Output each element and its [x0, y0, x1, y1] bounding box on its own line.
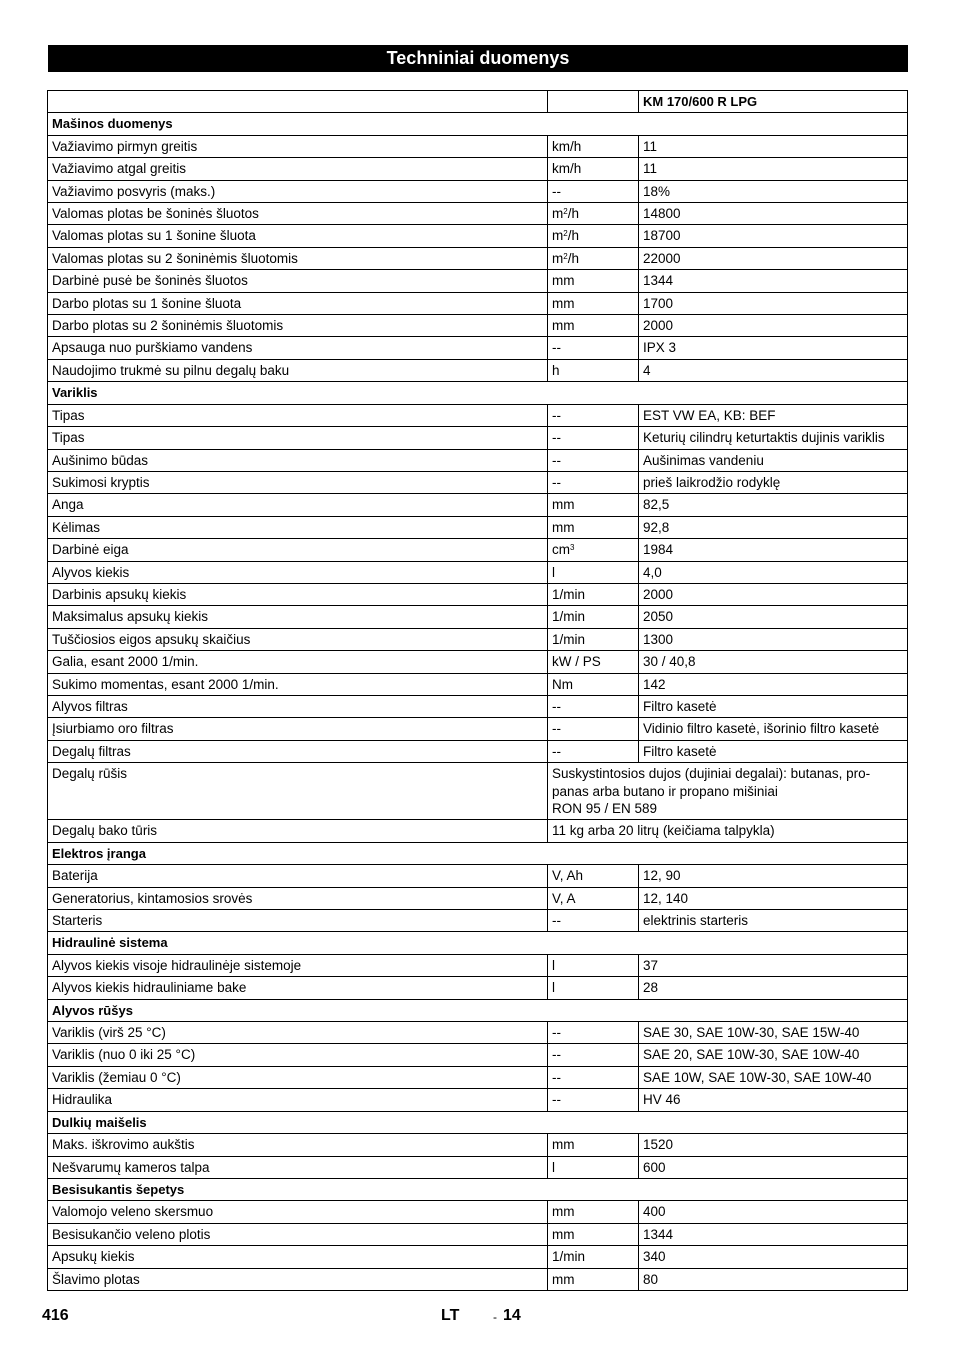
unit-exponent: 2	[563, 207, 568, 217]
row-value: 400	[639, 1201, 908, 1223]
row-unit: mm	[548, 292, 639, 314]
row-value: SAE 10W, SAE 10W-30, SAE 10W-40	[639, 1066, 908, 1088]
table-row	[48, 887, 908, 909]
table-row	[48, 977, 908, 999]
table-row	[48, 695, 908, 717]
spec-table	[47, 90, 908, 1291]
row-unit: 1/min	[548, 606, 639, 628]
row-value: 2050	[639, 606, 908, 628]
row-label: Valomas plotas su 1 šonine šluota	[48, 225, 548, 247]
section-heading-row	[48, 113, 908, 135]
unit-base: m	[552, 206, 564, 222]
row-label: Šlavimo plotas	[48, 1268, 548, 1290]
sub-page-number: 14	[503, 1307, 521, 1324]
row-unit: Nm	[548, 673, 639, 695]
row-label: Važiavimo posvyris (maks.)	[48, 180, 548, 202]
unit-base: m	[552, 250, 564, 266]
row-value: 18%	[639, 180, 908, 202]
row-unit: --	[548, 910, 639, 932]
row-unit: km/h	[548, 135, 639, 157]
table-row	[48, 606, 908, 628]
row-unit	[548, 203, 639, 225]
table-row	[48, 820, 908, 842]
table-row	[48, 404, 908, 426]
row-label: Besisukančio veleno plotis	[48, 1223, 548, 1245]
row-label: Darbinė pusė be šoninės šluotos	[48, 270, 548, 292]
row-label: Tipas	[48, 427, 548, 449]
row-value: 30 / 40,8	[639, 651, 908, 673]
row-label: Darbo plotas su 2 šoninėmis šluotomis	[48, 315, 548, 337]
row-value: 1344	[639, 270, 908, 292]
row-value: 28	[639, 977, 908, 999]
row-label: Variklis (nuo 0 iki 25 °C)	[48, 1044, 548, 1066]
table-row	[48, 740, 908, 762]
unit-tail: /h	[567, 228, 579, 244]
table-row	[48, 673, 908, 695]
row-label: Nešvarumų kameros talpa	[48, 1156, 548, 1178]
row-value: elektrinis starteris	[639, 910, 908, 932]
row-value: Vidinio filtro kasetė, išorinio filtro kasetė	[639, 718, 908, 740]
row-value: 14800	[639, 203, 908, 225]
table-row	[48, 954, 908, 976]
row-value: HV 46	[639, 1089, 908, 1111]
table-row	[48, 494, 908, 516]
row-label: Generatorius, kintamosios srovės	[48, 887, 548, 909]
row-unit	[548, 225, 639, 247]
row-unit: l	[548, 561, 639, 583]
table-row	[48, 135, 908, 157]
row-value: 80	[639, 1268, 908, 1290]
row-value: 2000	[639, 315, 908, 337]
table-row	[48, 203, 908, 225]
row-label: Valomas plotas su 2 šoninėmis šluotomis	[48, 247, 548, 269]
row-value: EST VW EA, KB: BEF	[639, 404, 908, 426]
row-value: IPX 3	[639, 337, 908, 359]
row-label: Galia, esant 2000 1/min.	[48, 651, 548, 673]
row-unit: --	[548, 1089, 639, 1111]
row-label: Važiavimo pirmyn greitis	[48, 135, 548, 157]
table-row	[48, 516, 908, 538]
table-row	[48, 1246, 908, 1268]
row-unit	[548, 539, 639, 561]
row-value: prieš laikrodžio rodyklę	[639, 471, 908, 493]
row-label: Anga	[48, 494, 548, 516]
row-unit: mm	[548, 1268, 639, 1290]
row-value: Aušinimas vandeniu	[639, 449, 908, 471]
row-unit: --	[548, 740, 639, 762]
row-value: 11	[639, 158, 908, 180]
row-label: Sukimosi kryptis	[48, 471, 548, 493]
row-unit: mm	[548, 270, 639, 292]
row-label: Darbinis apsukų kiekis	[48, 583, 548, 605]
row-value: 1520	[639, 1134, 908, 1156]
row-unit: --	[548, 449, 639, 471]
table-row	[48, 651, 908, 673]
row-label: Maks. iškrovimo aukštis	[48, 1134, 548, 1156]
row-unit: 1/min	[548, 583, 639, 605]
table-row	[48, 337, 908, 359]
row-value: SAE 30, SAE 10W-30, SAE 15W-40	[639, 1022, 908, 1044]
row-label: Degalų rūšis	[48, 763, 548, 820]
section-heading: Dulkių maišelis	[48, 1111, 908, 1133]
footer-dash: -	[493, 1310, 497, 1324]
row-label: Baterija	[48, 865, 548, 887]
row-label: Važiavimo atgal greitis	[48, 158, 548, 180]
table-row	[48, 1066, 908, 1088]
row-merged-value: Suskystintosios dujos (dujiniai degalai): butanas, pro- panas arba butano ir propano mišiniai RON 95 / EN 589	[548, 763, 908, 820]
unit-base: cm	[552, 542, 570, 558]
row-label: Tipas	[48, 404, 548, 426]
row-unit: --	[548, 471, 639, 493]
row-unit: kW / PS	[548, 651, 639, 673]
row-unit: mm	[548, 1134, 639, 1156]
row-label: Variklis (žemiau 0 °C)	[48, 1066, 548, 1088]
table-row	[48, 1089, 908, 1111]
row-label: Alyvos filtras	[48, 695, 548, 717]
row-value: 4,0	[639, 561, 908, 583]
model-header: KM 170/600 R LPG	[639, 91, 908, 113]
table-row	[48, 1022, 908, 1044]
unit-exponent: 3	[570, 543, 575, 553]
table-row	[48, 449, 908, 471]
row-label: Apsukų kiekis	[48, 1246, 548, 1268]
row-label: Darbinė eiga	[48, 539, 548, 561]
row-value: 12, 90	[639, 865, 908, 887]
row-unit: mm	[548, 1223, 639, 1245]
table-row	[48, 865, 908, 887]
page-number: 416	[42, 1307, 69, 1324]
row-unit: --	[548, 404, 639, 426]
table-row	[48, 763, 908, 820]
language-code: LT	[441, 1307, 460, 1324]
section-heading-row	[48, 842, 908, 864]
unit-exponent: 2	[563, 229, 568, 239]
row-unit: l	[548, 954, 639, 976]
row-value: 92,8	[639, 516, 908, 538]
row-label: Alyvos kiekis	[48, 561, 548, 583]
table-row	[48, 180, 908, 202]
row-unit: km/h	[548, 158, 639, 180]
row-label: Valomas plotas be šoninės šluotos	[48, 203, 548, 225]
section-heading: Besisukantis šepetys	[48, 1178, 908, 1200]
header-empty-cell	[48, 91, 548, 113]
table-row	[48, 359, 908, 381]
row-label: Alyvos kiekis visoje hidraulinėje sistemoje	[48, 954, 548, 976]
table-row	[48, 561, 908, 583]
page-title: Techniniai duomenys	[48, 45, 908, 72]
row-label: Sukimo momentas, esant 2000 1/min.	[48, 673, 548, 695]
section-heading: Mašinos duomenys	[48, 113, 908, 135]
row-unit: mm	[548, 516, 639, 538]
row-unit: --	[548, 337, 639, 359]
row-value: 2000	[639, 583, 908, 605]
table-row	[48, 315, 908, 337]
row-label: Degalų bako tūris	[48, 820, 548, 842]
row-value: 22000	[639, 247, 908, 269]
row-unit: V, A	[548, 887, 639, 909]
row-label: Įsiurbiamo oro filtras	[48, 718, 548, 740]
row-value: Filtro kasetė	[639, 740, 908, 762]
row-label: Tuščiosios eigos apsukų skaičius	[48, 628, 548, 650]
row-unit: l	[548, 1156, 639, 1178]
table-row	[48, 539, 908, 561]
table-row	[48, 158, 908, 180]
unit-exponent: 2	[563, 251, 568, 261]
table-row	[48, 1201, 908, 1223]
section-heading-row	[48, 932, 908, 954]
table-row	[48, 225, 908, 247]
section-heading-row	[48, 999, 908, 1021]
section-heading: Elektros įranga	[48, 842, 908, 864]
row-label: Kėlimas	[48, 516, 548, 538]
row-label: Naudojimo trukmė su pilnu degalų baku	[48, 359, 548, 381]
row-unit: 1/min	[548, 628, 639, 650]
table-row	[48, 1223, 908, 1245]
row-unit	[548, 247, 639, 269]
row-value: 1344	[639, 1223, 908, 1245]
table-row	[48, 583, 908, 605]
row-unit: --	[548, 718, 639, 740]
table-row	[48, 718, 908, 740]
section-heading-row	[48, 1111, 908, 1133]
row-label: Aušinimo būdas	[48, 449, 548, 471]
row-label: Alyvos kiekis hidrauliniame bake	[48, 977, 548, 999]
table-row	[48, 471, 908, 493]
row-value: 1984	[639, 539, 908, 561]
row-label: Darbo plotas su 1 šonine šluota	[48, 292, 548, 314]
row-label: Starteris	[48, 910, 548, 932]
section-heading-row	[48, 382, 908, 404]
unit-tail: /h	[567, 206, 579, 222]
row-label: Degalų filtras	[48, 740, 548, 762]
row-unit: mm	[548, 315, 639, 337]
table-row	[48, 292, 908, 314]
row-value: 142	[639, 673, 908, 695]
row-value: 1700	[639, 292, 908, 314]
row-value: Keturių cilindrų keturtaktis dujinis variklis	[639, 427, 908, 449]
row-value: 4	[639, 359, 908, 381]
table-header-row	[48, 91, 908, 113]
table-row	[48, 628, 908, 650]
row-value: 600	[639, 1156, 908, 1178]
row-value: 11	[639, 135, 908, 157]
row-unit: --	[548, 427, 639, 449]
row-unit: mm	[548, 494, 639, 516]
row-unit: --	[548, 180, 639, 202]
table-row	[48, 1134, 908, 1156]
row-value: 18700	[639, 225, 908, 247]
section-heading: Alyvos rūšys	[48, 999, 908, 1021]
unit-base: m	[552, 228, 564, 244]
table-row	[48, 427, 908, 449]
row-unit: l	[548, 977, 639, 999]
row-label: Hidraulika	[48, 1089, 548, 1111]
row-merged-value: 11 kg arba 20 litrų (keičiama talpykla)	[548, 820, 908, 842]
section-heading: Variklis	[48, 382, 908, 404]
table-row	[48, 1156, 908, 1178]
row-value: 340	[639, 1246, 908, 1268]
row-label: Maksimalus apsukų kiekis	[48, 606, 548, 628]
row-unit: --	[548, 1044, 639, 1066]
row-label: Variklis (virš 25 °C)	[48, 1022, 548, 1044]
table-row	[48, 1268, 908, 1290]
section-heading: Hidraulinė sistema	[48, 932, 908, 954]
row-value: 37	[639, 954, 908, 976]
table-row	[48, 910, 908, 932]
row-label: Apsauga nuo purškiamo vandens	[48, 337, 548, 359]
row-value: 1300	[639, 628, 908, 650]
row-unit: --	[548, 1066, 639, 1088]
table-row	[48, 1044, 908, 1066]
row-value: SAE 20, SAE 10W-30, SAE 10W-40	[639, 1044, 908, 1066]
row-value: 82,5	[639, 494, 908, 516]
unit-tail: /h	[567, 250, 579, 266]
row-unit: mm	[548, 1201, 639, 1223]
row-unit: h	[548, 359, 639, 381]
row-unit: --	[548, 695, 639, 717]
section-heading-row	[48, 1178, 908, 1200]
row-unit: V, Ah	[548, 865, 639, 887]
header-empty-cell	[548, 91, 639, 113]
row-value: 12, 140	[639, 887, 908, 909]
row-value: Filtro kasetė	[639, 695, 908, 717]
row-unit: --	[548, 1022, 639, 1044]
row-unit: 1/min	[548, 1246, 639, 1268]
table-row	[48, 270, 908, 292]
row-label: Valomojo veleno skersmuo	[48, 1201, 548, 1223]
table-row	[48, 247, 908, 269]
